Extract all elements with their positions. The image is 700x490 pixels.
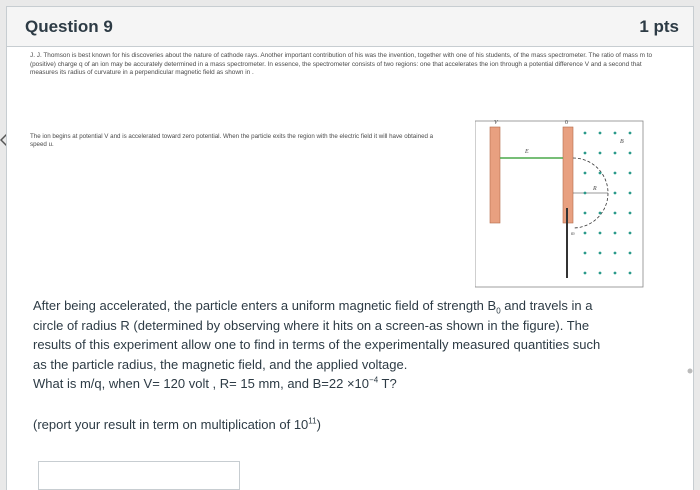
body-text: and travels in a	[500, 298, 593, 313]
answer-instructions	[33, 417, 673, 432]
figure-label-b: B	[620, 139, 624, 145]
body-line	[33, 374, 683, 394]
body-line: results of this experiment allow one to find in terms of the experimentally measured quantities such	[33, 337, 601, 352]
question-body	[33, 296, 683, 394]
subscript: 0	[496, 306, 501, 316]
body-line: circle of radius R (determined by observing where it hits on a screen-as shown in the figure). The	[33, 317, 590, 333]
figure-label-r: R	[593, 186, 597, 192]
superscript: 11	[308, 416, 317, 426]
body-line: as the particle radius, the magnetic field, and the applied voltage.	[33, 356, 408, 372]
body-text: After being accelerated, the particle enters a uniform magnetic field of strength B	[33, 298, 497, 313]
scroll-indicator-icon	[686, 367, 694, 375]
note-text: )	[316, 417, 321, 432]
intro-paragraph-2: The ion begins at potential V and is accelerated toward zero potential. When the particle exits the region with the electric field it will have obtained a speed u.	[30, 133, 434, 149]
question-points: 1 pts	[639, 16, 679, 36]
note-text: (report your result in term on multiplication of 10	[33, 417, 309, 432]
superscript: −4	[369, 375, 379, 385]
figure-label-zero: 0	[565, 120, 568, 126]
mass-spectrometer-figure	[475, 113, 645, 288]
question-header	[7, 7, 693, 47]
figure-label-v: V	[494, 120, 498, 126]
question-title: Question 9	[25, 16, 113, 36]
figure-label-e: E	[525, 149, 529, 155]
answer-input[interactable]	[38, 461, 240, 490]
body-line	[33, 296, 683, 316]
intro-paragraph: J. J. Thomson is best known for his discoveries about the nature of cathode rays. Another important contribution of his was the invention, together with one of his students, of the mass spectrometer. The ratio of mass m to (positive) charge q of an ion may be accurately determined in a mass spectrometer. In essence, the spectrometer consists of two regions: one that accelerates the ion through a potential difference V and a second that measures its radius of curvature in a perpendicular magnetic field as shown in .	[30, 52, 653, 77]
figure-label-m: m	[571, 232, 575, 237]
body-text: T?	[378, 376, 397, 391]
body-text: What is m/q, when V= 120 volt , R= 15 mm, and B=22 ×10	[33, 376, 370, 391]
